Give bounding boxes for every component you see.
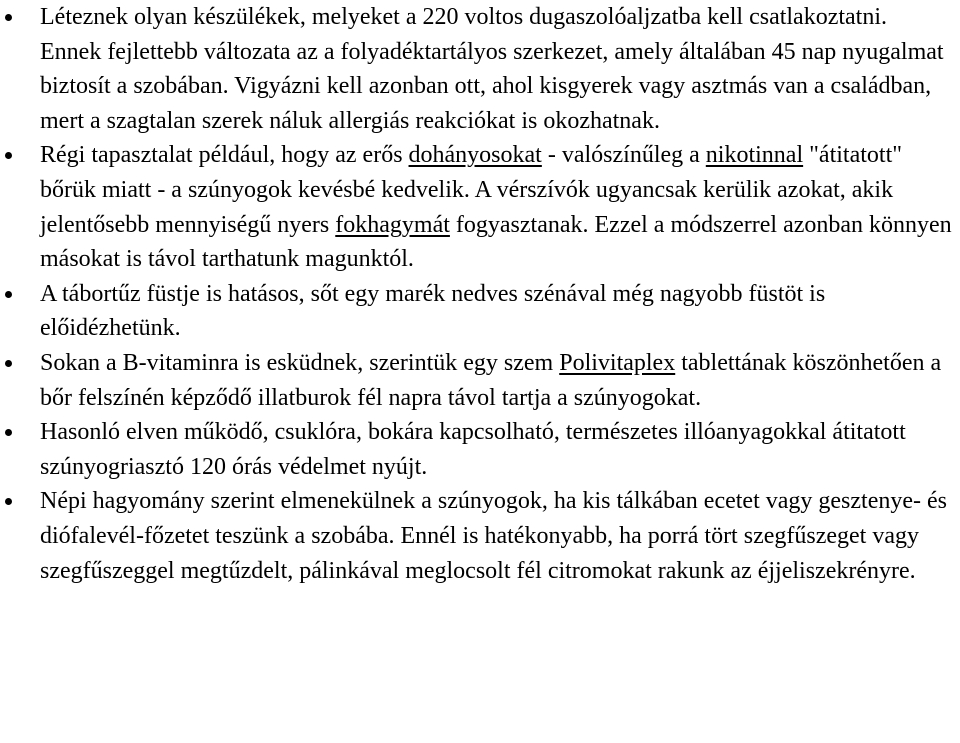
list-item xyxy=(0,484,960,588)
bullet-text xyxy=(40,350,941,411)
text-segment: fogyasztanak. Ezzel a módszerrel azonban könnyen másokat is távol tarthatunk magunktól. xyxy=(40,211,952,273)
text-segment: Régi tapasztalat például, hogy az erős xyxy=(40,142,409,169)
text-segment: Sokan a B-vitaminra is esküdnek, szerintük egy szem xyxy=(40,349,560,376)
list-item xyxy=(0,138,960,276)
list-item xyxy=(0,277,960,346)
text-segment: tablettának köszönhetően a bőr felszínén képződő illatburok fél napra távol tartja a szúnyogokat. xyxy=(40,349,942,411)
list-item xyxy=(0,0,960,138)
link-dohanyosokat[interactable]: dohányosokat xyxy=(408,142,542,169)
link-polivitaplex[interactable]: Polivitaplex xyxy=(559,349,676,376)
bullet-text: Léteznek olyan készülékek, melyeket a 220 voltos dugaszolóaljzatba kell csatlakoztatni. Ennek fejlettebb változata az a folyadéktartályos szerkezet, amely általában 45 nap nyugalmat biztosít a szobában. Vigyázni kell azonban ott, ahol kisgyerek vagy asztmás van a családban, mert a szagtalan szerek náluk allergiás reakciókat is okozhatnak. xyxy=(40,4,944,134)
link-fokhagymat[interactable]: fokhagymát xyxy=(335,211,450,238)
list-item xyxy=(0,415,960,484)
bullet-text: A tábortűz füstje is hatásos, sőt egy marék nedves szénával még nagyobb füstöt is előidézhetünk. xyxy=(40,280,826,342)
bullet-text xyxy=(40,142,952,272)
list-item xyxy=(0,346,960,415)
bullet-text: Hasonló elven működő, csuklóra, bokára kapcsolható, természetes illóanyagokkal átitatott szúnyogriasztó 120 órás védelmet nyújt. xyxy=(40,419,906,480)
bullet-text: Népi hagyomány szerint elmenekülnek a szúnyogok, ha kis tálkában ecetet vagy gesztenye- és diófalevél-főzetet teszünk a szobába. Ennél is hatékonyabb, ha porrá tört szegfűszeget vagy szegfűszeggel megtűzdelt, pálinkával meglocsolt fél citromokat rakunk az éjjeliszekrényre. xyxy=(40,488,948,584)
text-segment: - valószínűleg a xyxy=(541,142,706,169)
text-segment: "átitatott" bőrük miatt - a szúnyogok kevésbé kedvelik. A vérszívók ugyancsak kerülik azokat, akik jelentősebb mennyiségű nyers xyxy=(40,142,903,238)
link-nikotinnal[interactable]: nikotinnal xyxy=(705,142,804,169)
